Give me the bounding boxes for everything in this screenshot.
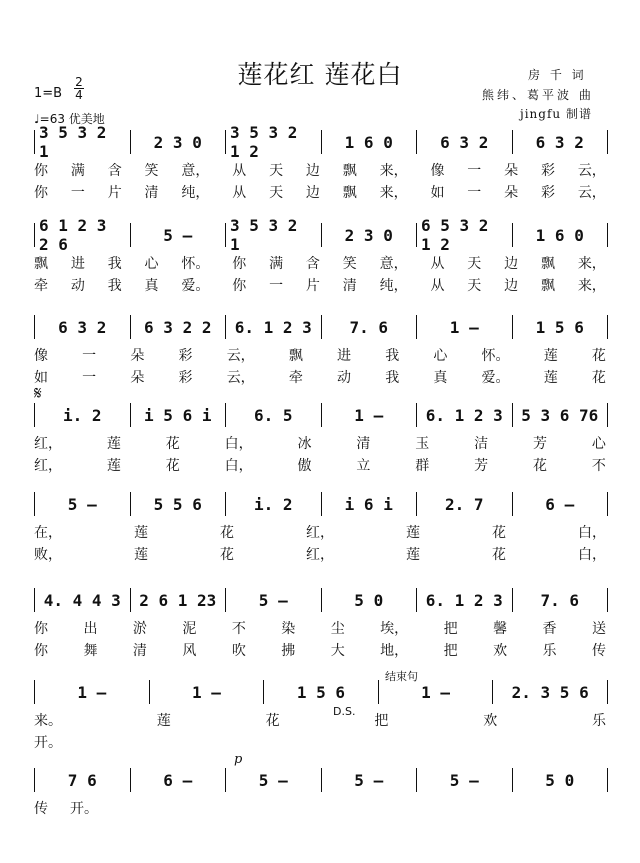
lyric-syllable: 染 <box>281 621 296 637</box>
lyric-syllable: 地， <box>380 643 409 659</box>
measure: 1 5 6 <box>264 680 379 704</box>
lyric-syllable: 你 <box>34 163 48 179</box>
lyric-syllable: 群 <box>415 458 430 474</box>
lyric-syllable: 白， <box>578 547 606 563</box>
lyric-syllable: 从 <box>232 163 247 179</box>
lyric-syllable: 香 <box>542 621 557 637</box>
measure: 3 5 3 2 1 <box>226 223 322 247</box>
lyric-syllable: 飘 <box>540 256 555 272</box>
lyric-syllable: 馨 <box>493 621 508 637</box>
lyric-syllable: 莲 <box>134 525 148 541</box>
measure: 6 3 2 <box>417 130 513 154</box>
lyric-syllable: 如 <box>34 370 48 386</box>
lyric-syllable: 边 <box>305 163 320 179</box>
lyric-syllable: 红， <box>34 436 62 452</box>
measure: 6 – <box>545 494 575 514</box>
lyric-syllable: 牵 <box>288 370 303 386</box>
lyric-syllable: 牵 <box>34 278 48 294</box>
key-signature: 1=B <box>34 86 63 101</box>
lyric-syllable: 天 <box>467 256 482 272</box>
arranger-credit: jingfu 制谱 <box>520 107 592 121</box>
notes-line <box>34 403 608 427</box>
staff-row <box>34 768 606 848</box>
lyric-syllable: 彩 <box>540 163 555 179</box>
lyric-syllable: 欢 <box>493 643 508 659</box>
lyric-syllable: 进 <box>70 256 85 272</box>
lyrics-verse-1 <box>34 433 606 453</box>
lyric-syllable: 爱。 <box>481 370 510 386</box>
measure: 1 6 0 <box>535 225 584 245</box>
measure: 5 – <box>226 768 322 792</box>
measure: 6. 1 2 3 <box>226 315 322 339</box>
lyric-syllable: 云， <box>577 185 606 201</box>
measure: 1 – <box>322 403 418 427</box>
lyric-syllable: 芳 <box>474 458 489 474</box>
lyrics-verse-1 <box>34 522 606 542</box>
measure: 2 3 0 <box>322 223 418 247</box>
lyric-syllable: 在， <box>34 525 62 541</box>
lyrics-verse-1 <box>34 160 606 180</box>
lyric-syllable: 像 <box>34 348 48 364</box>
lyric-syllable: 一 <box>467 163 482 179</box>
lyric-syllable: 天 <box>467 278 482 294</box>
lyric-syllable: 我 <box>107 278 122 294</box>
lyric-syllable: 红， <box>306 525 334 541</box>
lyric-syllable: 来， <box>577 278 606 294</box>
lyric-syllable: 飘 <box>342 185 357 201</box>
lyric-syllable: 笑 <box>342 256 357 272</box>
lyric-syllable: 淤 <box>132 621 147 637</box>
lyric-syllable: 天 <box>269 163 284 179</box>
measure: 6. 5 <box>226 403 322 427</box>
lyric-syllable: 莲 <box>106 458 121 474</box>
lyrics-verse-1 <box>34 618 606 638</box>
lyric-syllable: 泥 <box>182 621 197 637</box>
measure: 6 1 2 3 2 6 <box>35 223 131 247</box>
lyric-syllable: 来， <box>577 256 606 272</box>
lyric-syllable: 乐 <box>591 713 606 729</box>
lyric-syllable: 傲 <box>297 458 312 474</box>
lyric-syllable: 我 <box>107 256 122 272</box>
lyric-syllable: 莲 <box>406 525 420 541</box>
measure: 6. 1 2 3 <box>417 403 513 427</box>
notes-line <box>34 768 608 792</box>
dynamic-mark: p <box>234 752 243 767</box>
lyric-syllable: 片 <box>305 278 320 294</box>
lyric-syllable: 洁 <box>474 436 489 452</box>
lyric-syllable: 一 <box>82 370 97 386</box>
time-signature-bottom: 4 <box>75 88 83 102</box>
measure: 1 – <box>35 680 150 704</box>
lyric-syllable: 云， <box>226 348 255 364</box>
lyric-syllable: 玉 <box>415 436 430 452</box>
measure: 6. 1 2 3 <box>417 588 513 612</box>
lyric-syllable: 满 <box>70 163 85 179</box>
lyric-syllable: 冰 <box>297 436 312 452</box>
lyric-syllable: 开。 <box>70 801 98 817</box>
lyrics-verse-2 <box>34 367 606 387</box>
lyric-syllable: 从 <box>232 185 247 201</box>
lyric-syllable: 莲 <box>156 713 171 729</box>
lyrics-verse-2 <box>34 182 606 202</box>
lyric-syllable: 意， <box>379 256 408 272</box>
lyric-syllable: 传 <box>34 801 48 817</box>
measure: 6 3 2 2 <box>131 315 227 339</box>
lyric-syllable: 清 <box>132 643 147 659</box>
lyric-syllable: 花 <box>220 547 234 563</box>
lyricist-credit: 房 千 词 <box>528 68 587 82</box>
measure: i 5 6 i <box>131 403 227 427</box>
measure: 5 – <box>417 768 513 792</box>
lyric-syllable: 意， <box>181 163 210 179</box>
lyric-syllable: 拂 <box>281 643 296 659</box>
lyric-syllable: 把 <box>443 643 458 659</box>
lyric-syllable: 埃， <box>380 621 409 637</box>
lyric-syllable: 花 <box>165 436 180 452</box>
lyric-syllable: 我 <box>385 348 400 364</box>
measure: 3 5 3 2 1 2 <box>226 130 322 154</box>
lyric-syllable: 彩 <box>540 185 555 201</box>
lyric-syllable: 莲 <box>134 547 148 563</box>
song-title: 莲花红 莲花白 <box>237 60 403 89</box>
staff-row <box>34 492 606 572</box>
lyric-syllable: 莲 <box>406 547 420 563</box>
measure: 5 – <box>35 492 131 516</box>
lyric-syllable: 从 <box>430 256 445 272</box>
tempo-marking: ♩=63 优美地 <box>34 112 105 126</box>
lyric-syllable: 含 <box>107 163 122 179</box>
lyric-syllable: 白， <box>578 525 606 541</box>
lyric-syllable: 纯， <box>181 185 210 201</box>
measure: 1 – <box>417 315 513 339</box>
lyrics-verse-1 <box>34 253 606 273</box>
measure: 2 3 0 <box>131 130 227 154</box>
lyric-syllable: 把 <box>443 621 458 637</box>
lyric-syllable: 花 <box>591 348 606 364</box>
lyric-syllable: 莲 <box>543 348 558 364</box>
notes-line <box>34 216 608 254</box>
lyric-syllable: 欢 <box>483 713 498 729</box>
time-signature-top: 2 <box>75 75 83 89</box>
lyrics-verse-2 <box>34 640 606 660</box>
lyric-syllable: 云， <box>577 163 606 179</box>
lyric-syllable: 你 <box>232 278 247 294</box>
measure: 5 – <box>131 223 227 247</box>
lyric-syllable: 尘 <box>330 621 345 637</box>
lyric-syllable: 出 <box>83 621 98 637</box>
lyric-syllable: 真 <box>433 370 448 386</box>
notes-line <box>34 588 608 612</box>
lyric-syllable: 不 <box>591 458 606 474</box>
lyrics-verse-1 <box>34 345 606 365</box>
lyric-syllable: 动 <box>337 370 352 386</box>
measure: 2. 3 5 6 <box>511 682 589 702</box>
lyric-syllable: 红， <box>34 458 62 474</box>
notes-line <box>34 492 608 516</box>
composer-credit: 熊纬、葛平波 曲 <box>482 88 594 102</box>
notes-line <box>34 123 608 161</box>
measure: 7. 6 <box>322 315 418 339</box>
lyric-syllable: 边 <box>504 278 519 294</box>
lyric-syllable: 立 <box>356 458 371 474</box>
measure: 5 0 <box>322 588 418 612</box>
measure: 6 – <box>131 768 227 792</box>
ds-mark: D.S. <box>333 705 356 718</box>
lyric-syllable: 红， <box>306 547 334 563</box>
lyric-syllable: 芳 <box>533 436 547 452</box>
measure: 1 – <box>150 680 265 704</box>
lyric-syllable: 花 <box>165 458 180 474</box>
lyric-syllable: 一 <box>82 348 97 364</box>
lyric-syllable: 朵 <box>130 348 145 364</box>
lyric-syllable: 大 <box>330 643 345 659</box>
lyric-syllable: 云， <box>226 370 255 386</box>
lyric-syllable: 像 <box>430 163 445 179</box>
measure: 5 3 6 76 <box>521 405 599 425</box>
lyric-syllable: 花 <box>220 525 234 541</box>
lyric-syllable: 舞 <box>83 643 98 659</box>
lyric-syllable: 清 <box>356 436 371 452</box>
lyric-syllable: 飘 <box>342 163 357 179</box>
lyric-syllable: 吹 <box>231 643 246 659</box>
lyric-syllable: 彩 <box>178 370 193 386</box>
lyrics-verse-2 <box>34 544 606 564</box>
measure: 1 – <box>379 680 494 704</box>
lyric-syllable: 心 <box>591 436 606 452</box>
lyric-syllable: 花 <box>492 547 506 563</box>
measure: 1 6 0 <box>322 130 418 154</box>
measure: 5 0 <box>545 770 575 790</box>
lyric-syllable: 清 <box>342 278 357 294</box>
lyric-syllable: 怀。 <box>181 256 210 272</box>
lyric-syllable: 清 <box>144 185 159 201</box>
lyric-syllable: 一 <box>269 278 284 294</box>
lyric-syllable: 莲 <box>106 436 121 452</box>
lyrics-verse-2 <box>34 455 606 475</box>
lyric-syllable: 满 <box>269 256 284 272</box>
measure: i. 2 <box>35 403 131 427</box>
lyric-syllable: 一 <box>467 185 482 201</box>
measure: 1 5 6 <box>535 317 584 337</box>
staff-row <box>34 588 606 668</box>
lyric-syllable: 朵 <box>504 185 519 201</box>
lyric-syllable: 来， <box>379 163 408 179</box>
measure: 5 – <box>226 588 322 612</box>
lyric-syllable: 花 <box>533 458 547 474</box>
staff-row <box>34 216 606 303</box>
lyric-syllable: 来。 <box>34 713 62 729</box>
measure: i. 2 <box>226 492 322 516</box>
lyric-syllable: 天 <box>269 185 284 201</box>
lyrics-verse-2 <box>34 275 606 295</box>
measure: 5 – <box>322 768 418 792</box>
measure: 6 5 3 2 1 2 <box>417 223 513 247</box>
lyric-syllable: 来， <box>379 185 408 201</box>
lyric-syllable: 动 <box>70 278 85 294</box>
measure: 3 5 3 2 1 <box>35 130 131 154</box>
measure: 4. 4 4 3 <box>35 588 131 612</box>
lyric-syllable: 你 <box>34 185 48 201</box>
measure: 7. 6 <box>540 590 580 610</box>
staff-row <box>34 315 606 395</box>
lyric-syllable: 乐 <box>542 643 557 659</box>
measure: 2. 7 <box>417 492 513 516</box>
measure: 6 3 2 <box>535 132 584 152</box>
lyric-syllable: 从 <box>430 278 445 294</box>
lyric-syllable: 真 <box>144 278 159 294</box>
lyric-syllable: 你 <box>34 643 48 659</box>
lyric-syllable: 彩 <box>178 348 193 364</box>
lyric-syllable: 飘 <box>34 256 48 272</box>
lyric-syllable: 飘 <box>288 348 303 364</box>
lyric-syllable: 片 <box>107 185 122 201</box>
lyric-syllable: 花 <box>591 370 606 386</box>
staff-row <box>34 680 606 760</box>
lyric-syllable: 含 <box>305 256 320 272</box>
lyric-syllable: 我 <box>385 370 400 386</box>
lyric-syllable: 败， <box>34 547 62 563</box>
segno-mark: 𝄋 <box>34 383 42 404</box>
measure: 7 6 <box>35 768 131 792</box>
lyric-syllable: 纯， <box>379 278 408 294</box>
lyric-syllable: 心 <box>144 256 159 272</box>
lyric-syllable: 花 <box>265 713 280 729</box>
lyric-syllable: 边 <box>504 256 519 272</box>
lyric-syllable: 开。 <box>34 735 62 751</box>
lyrics-verse-1 <box>34 798 606 818</box>
lyric-syllable: 你 <box>34 621 48 637</box>
lyric-syllable: 进 <box>337 348 352 364</box>
measure: 5 5 6 <box>131 492 227 516</box>
notes-line <box>34 315 608 339</box>
lyric-syllable: 笑 <box>144 163 159 179</box>
lyric-syllable: 不 <box>231 621 246 637</box>
lyric-syllable: 送 <box>591 621 606 637</box>
ending-label: 结束句 <box>385 670 418 683</box>
lyric-syllable: 怀。 <box>481 348 510 364</box>
lyric-syllable: 把 <box>374 713 389 729</box>
lyric-syllable: 飘 <box>540 278 555 294</box>
time-signature <box>74 76 84 101</box>
lyric-syllable: 风 <box>182 643 197 659</box>
staff-row <box>34 123 606 210</box>
lyrics-verse-2 <box>34 732 606 752</box>
staff-row <box>34 403 606 483</box>
lyric-syllable: 白， <box>224 436 253 452</box>
lyric-syllable: 朵 <box>130 370 145 386</box>
lyric-syllable: 心 <box>433 348 448 364</box>
measure: 2 6 1 23 <box>131 588 227 612</box>
lyrics-verse-1 <box>34 710 606 730</box>
lyric-syllable: 如 <box>430 185 445 201</box>
lyric-syllable: 一 <box>70 185 85 201</box>
lyric-syllable: 白， <box>224 458 253 474</box>
lyric-syllable: 爱。 <box>181 278 210 294</box>
lyric-syllable: 边 <box>305 185 320 201</box>
lyric-syllable: 传 <box>591 643 606 659</box>
notes-line <box>34 680 608 704</box>
lyric-syllable: 花 <box>492 525 506 541</box>
lyric-syllable: 朵 <box>504 163 519 179</box>
lyric-syllable: 莲 <box>543 370 558 386</box>
measure: 6 3 2 <box>35 315 131 339</box>
measure: i 6 i <box>322 492 418 516</box>
lyric-syllable: 你 <box>232 256 247 272</box>
